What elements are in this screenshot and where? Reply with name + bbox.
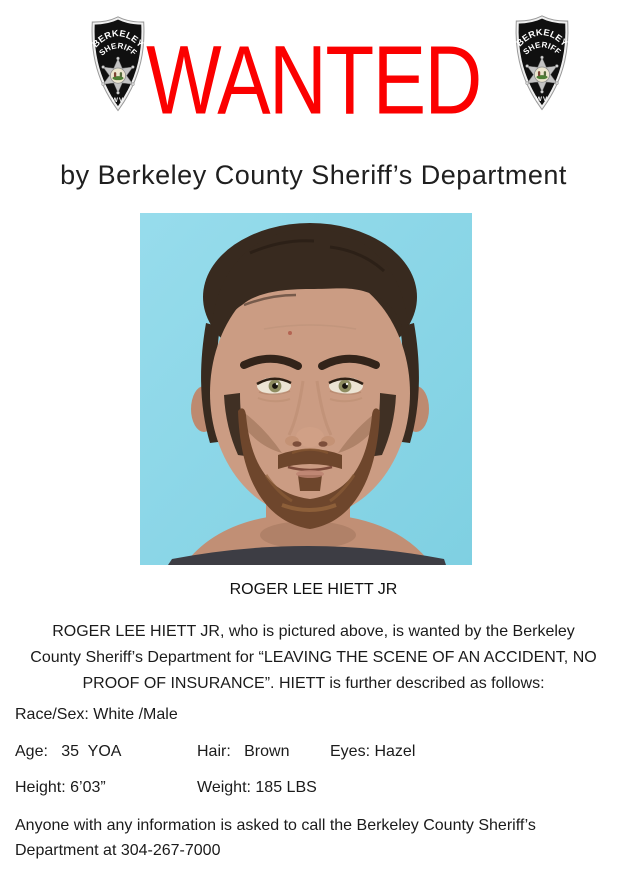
poster-subtitle: by Berkeley County Sheriff’s Department — [60, 160, 567, 190]
badge-text-berkeley: BERKELEY — [514, 27, 570, 49]
photo-caption: ROGER LEE HIETT JR — [229, 581, 398, 598]
detail-hair: Hair: Brown — [197, 743, 290, 760]
contact-line: Anyone with any information is asked to call the Berkeley County Sheriff’s — [15, 817, 536, 834]
description-line: PROOF OF INSURANCE”. HIETT is further described as follows: — [82, 675, 545, 692]
detail-eyes: Eyes: Hazel — [330, 743, 416, 760]
badge-seal-icon — [534, 67, 549, 82]
description-line: County Sheriff’s Department for “LEAVING THE SCENE OF AN ACCIDENT, NO — [30, 649, 597, 666]
contact-line: Department at 304-267-7000 — [15, 842, 221, 859]
detail-race-sex: Race/Sex: White /Male — [15, 706, 178, 723]
badge-text-wv: WV — [111, 96, 125, 104]
detail-height: Height: 6’03” — [15, 779, 106, 796]
badge-text-sheriff: SHERIFF — [97, 41, 139, 58]
detail-row-age-hair-eyes — [15, 743, 617, 763]
detail-weight: Weight: 185 LBS — [197, 779, 317, 796]
detail-age: Age: 35 YOA — [15, 743, 122, 760]
description-line: ROGER LEE HIETT JR, who is pictured above, is wanted by the Berkeley — [52, 623, 575, 640]
badge-text-berkeley: BERKELEY — [90, 28, 146, 50]
sheriff-badge-right-icon — [511, 15, 573, 111]
mugshot-photo — [140, 213, 472, 565]
wanted-title: WANTED — [146, 25, 481, 135]
description-paragraph — [0, 619, 627, 697]
badge-text-wv: WV — [535, 95, 549, 103]
detail-row-height-weight — [15, 779, 617, 799]
badge-text-sheriff: SHERIFF — [521, 40, 563, 57]
contact-info — [15, 813, 617, 863]
